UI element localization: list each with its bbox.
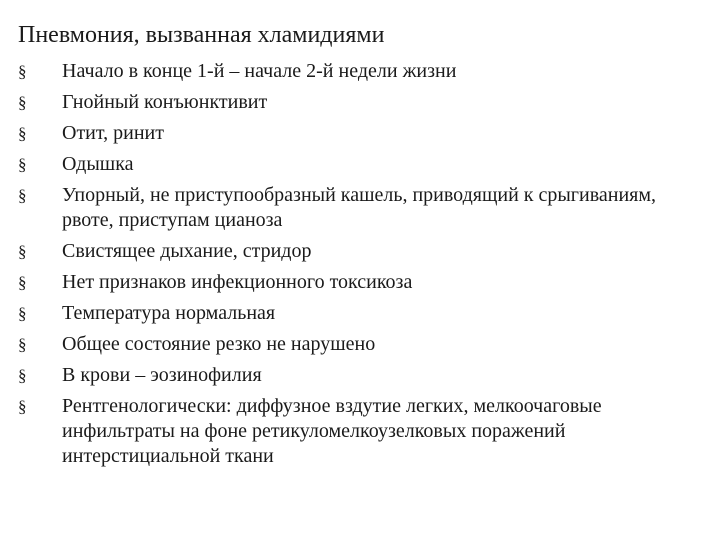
bullet-marker-icon: §	[18, 93, 27, 112]
bullet-marker-icon: §	[18, 186, 27, 205]
bullet-marker-icon: §	[18, 155, 27, 174]
bullet-list	[18, 56, 698, 472]
list-item	[18, 360, 698, 391]
bullet-marker-icon: §	[18, 242, 27, 261]
bullet-marker-icon: §	[18, 62, 27, 81]
bullet-marker-icon: §	[18, 366, 27, 385]
list-item-text: В крови – эозинофилия	[62, 364, 262, 386]
slide-title: Пневмония, вызванная хламидиями	[18, 22, 385, 48]
list-item	[18, 87, 698, 118]
list-item-text: Свистящее дыхание, стридор	[62, 240, 312, 262]
list-item-text: Температура нормальная	[62, 302, 276, 324]
list-item	[18, 236, 698, 267]
bullet-marker-icon: §	[18, 273, 27, 292]
list-item	[18, 329, 698, 360]
list-item	[18, 149, 698, 180]
list-item-text: Гнойный конъюнктивит	[62, 91, 268, 113]
bullet-marker-icon: §	[18, 335, 27, 354]
list-item-text: Общее состояние резко не нарушено	[62, 333, 376, 355]
list-item	[18, 118, 698, 149]
bullet-marker-icon: §	[18, 304, 27, 323]
list-item	[18, 56, 698, 87]
list-item	[18, 391, 698, 472]
list-item-text: Одышка	[62, 153, 134, 175]
list-item	[18, 267, 698, 298]
list-item-text: Отит, ринит	[62, 122, 164, 144]
list-item-text: Рентгенологически: диффузное вздутие легких, мелкоочаговые инфильтраты на фоне ретикуломелкоузелковых поражений интерстициальной ткани	[62, 395, 602, 467]
bullet-marker-icon: §	[18, 124, 27, 143]
list-item	[18, 180, 698, 236]
list-item-text: Нет признаков инфекционного токсикоза	[62, 271, 413, 293]
bullet-marker-icon: §	[18, 397, 27, 416]
list-item-text: Начало в конце 1-й – начале 2-й недели жизни	[62, 60, 457, 82]
list-item	[18, 298, 698, 329]
list-item-text: Упорный, не приступообразный кашель, приводящий к срыгиваниям, рвоте, приступам цианоза	[62, 184, 657, 231]
